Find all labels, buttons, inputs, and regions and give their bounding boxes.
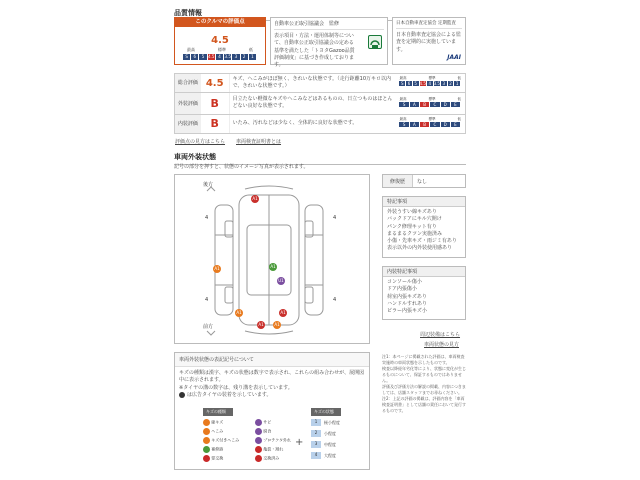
repair-history-label: 修復歴: [383, 175, 413, 187]
legend-text2: ※タイヤの溝の数字は、残り溝を表示しています。: [179, 384, 293, 391]
rating-label: 内装評価: [175, 115, 201, 133]
exterior-title: 車両外装状態: [174, 152, 466, 165]
spec-link[interactable]: 周辺装備はこちら: [420, 332, 461, 338]
inspection-link[interactable]: 車両検査証明書とは: [236, 139, 282, 145]
rating-label: 外装評価: [175, 93, 201, 114]
damage-marker[interactable]: A1: [252, 196, 258, 201]
legend-state-list: 1 極小程度 2 小程度 3 中程度 4 大程度: [311, 419, 351, 459]
score-box-header: このクルマの評価点: [175, 18, 265, 27]
damage-marker[interactable]: A1: [280, 310, 286, 315]
interior-items-list: コンソール傷小 ドア内張傷小 荷室内張キズあり ハンドルすれあり ピラー内張キズ小: [387, 279, 428, 314]
notes: [382, 354, 466, 414]
tire-mark-icon: [179, 392, 185, 398]
association-text: 表示項目・方法・運用体制等について、自動車公正取引協議会の定める基準を満たした「トヨタGazoo品質評価制度」に基づき作成しております。: [274, 33, 355, 68]
rating-desc: 目立たない軽微なキズやへこみなどはあるものの、日立つものはほとんどない良好な状態です。: [229, 93, 396, 114]
association-box: [270, 17, 388, 68]
rating-value: B: [210, 97, 219, 110]
association-logo-icon: [368, 35, 382, 49]
legend-text3: は広告タイヤの装着を示しています。: [187, 391, 272, 398]
note-1: 注1：本ページに掲載された評価は、車両検査実施時の車両状態を示したものです。: [382, 354, 465, 365]
rating-row-overall: [175, 74, 465, 93]
jaai-title: 日本自動車査定協会 定期監査: [396, 20, 462, 29]
damage-marker[interactable]: U1: [278, 278, 284, 283]
legend-box: [174, 352, 370, 470]
photo-view-link[interactable]: 車両状態の見方: [424, 342, 460, 348]
legend-title: 車両外装状態の表記記号について: [175, 353, 369, 367]
tire-depth-fl: 4: [205, 297, 209, 303]
damage-marker[interactable]: A1: [274, 322, 280, 327]
damage-marker[interactable]: A1: [258, 322, 264, 327]
repair-history-value: なし: [417, 179, 428, 185]
special-items-list: 外装うすい線キズあり バックドアにキル穴開け パンク修理キット有り まるまるクツン実施済み 小傷・先車キズ・雨ジミ有あり 表示以外の内外装使用感あり: [387, 209, 457, 252]
ratings-table: [174, 73, 466, 134]
front-label: 前方: [203, 324, 214, 330]
note-2: 検査以降経年劣化等により、状態に変化が生じるものについて、保証するものではありません。: [382, 366, 466, 383]
jaai-logo: JAAI: [447, 54, 461, 61]
legend-text1: キズの種類は漢字、キズの状態は数字で表示され、これらの組み合わせが、展開図中に表示されます。: [179, 370, 365, 384]
interior-items-title: 内装特記事項: [383, 267, 465, 277]
section-title-quality: 品質情報: [174, 8, 466, 21]
jaai-text: 日本自動車査定協会による監査を定期的に実施しています。: [396, 32, 462, 53]
rating-scale: 最高 標準 低 S A B C D E: [399, 97, 461, 107]
car-diagram: [174, 174, 370, 344]
legend-kinds: [203, 408, 303, 462]
legend-states: [311, 408, 351, 459]
plus-icon: +: [295, 437, 304, 448]
rating-value: B: [210, 117, 219, 130]
legend-text3-row: [175, 392, 369, 399]
repair-history: [382, 174, 466, 188]
special-items-panel: [382, 196, 466, 258]
interior-items-panel: [382, 266, 466, 320]
rating-scale: 最高 標準 低 S 6 5 4.5 4 3.5 3 2 1: [399, 76, 461, 86]
rating-value: 4.5: [205, 78, 224, 89]
rear-label: 後方: [203, 182, 214, 188]
score-scale: S 6 5 4.5 4 3.5 3 2 1: [183, 54, 257, 60]
rating-row-interior: [175, 115, 465, 133]
score-value: 4.5: [211, 35, 229, 46]
special-items-title: 特記事項: [383, 197, 465, 207]
legend-kind-grid: 線キズ サビ へこみ 腐食 キズ付きへこみ プロテクタ外れ 補修跡 亀裂・割れ 要交換 交換済み: [203, 419, 303, 462]
legend-state-title: キズの状態: [311, 408, 341, 416]
car-outline: [175, 175, 371, 345]
rating-label: 総合評価: [175, 74, 201, 92]
rating-desc: いたみ、汚れなどは少なく、全体的に良好な状態です。: [229, 115, 396, 133]
tire-depth-rl: 4: [205, 215, 209, 221]
association-title: 自動車公正取引協議会 監修: [274, 20, 384, 30]
damage-marker[interactable]: A1: [236, 310, 242, 315]
damage-marker[interactable]: A1: [270, 264, 276, 269]
rating-row-exterior: [175, 93, 465, 115]
note-3: 評価及び評価方法の解説の掲載、内容につきましては、店舗スタッフまでお尋ねください。: [382, 384, 466, 395]
tire-depth-fr: 4: [333, 297, 337, 303]
legend-kind-title: キズの種類: [203, 408, 233, 416]
score-view-link[interactable]: 評価点の見方はこちら: [175, 139, 226, 145]
tire-depth-rr: 4: [333, 215, 337, 221]
score-scale-labels: 最高 標準 低: [187, 47, 253, 52]
rating-scale: 最高 標準 低 S A B C D E: [399, 117, 461, 127]
jaai-box: [392, 17, 466, 65]
rating-desc: キズ、へこみがほぼ無く、きれいな状態です。（走行距離10万キロ以内で、きれいな状態です。）: [229, 74, 396, 92]
exterior-subtitle: 記号の部分を押すと、状態のイメージ写真が表示されます。: [174, 164, 309, 170]
score-box: [174, 17, 266, 65]
damage-marker[interactable]: A1: [214, 266, 220, 271]
note-4: 注2：上記の評価の掲載は、評価内容を「車両検査証明書」として店舗の責任において発行するものです。: [382, 396, 466, 413]
